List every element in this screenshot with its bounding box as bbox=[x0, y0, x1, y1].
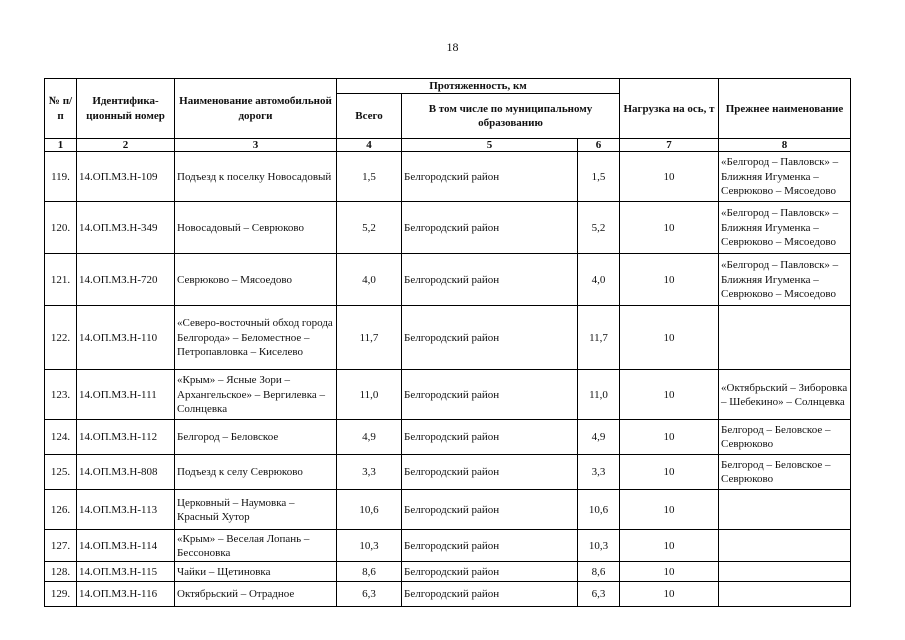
district-name: Белгородский район bbox=[402, 370, 578, 420]
previous-name: Белгород – Беловское – Севрюково bbox=[719, 455, 851, 490]
district-length: 4,9 bbox=[578, 420, 620, 455]
district-name: Белгородский район bbox=[402, 152, 578, 202]
road-name: Октябрьский – Отрадное bbox=[175, 582, 337, 607]
page-number: 18 bbox=[446, 40, 459, 54]
row-number: 125. bbox=[45, 455, 77, 490]
road-id: 14.ОП.МЗ.Н-112 bbox=[77, 420, 175, 455]
axle-load: 10 bbox=[620, 370, 719, 420]
column-number: 8 bbox=[719, 139, 851, 152]
column-number: 2 bbox=[77, 139, 175, 152]
table-row bbox=[45, 582, 851, 607]
header-id: Идентифика-ционный номер bbox=[77, 79, 175, 139]
table-row bbox=[45, 455, 851, 490]
total-length: 6,3 bbox=[337, 582, 402, 607]
road-id: 14.ОП.МЗ.Н-109 bbox=[77, 152, 175, 202]
header-num: № п/п bbox=[45, 79, 77, 139]
table-row bbox=[45, 562, 851, 582]
table-row bbox=[45, 306, 851, 370]
previous-name: «Белгород – Павловск» – Ближняя Игуменка – Севрюково – Мясоедово bbox=[719, 202, 851, 254]
district-length: 6,3 bbox=[578, 582, 620, 607]
column-numbers-row bbox=[45, 139, 851, 152]
table-row bbox=[45, 202, 851, 254]
column-number: 7 bbox=[620, 139, 719, 152]
total-length: 11,0 bbox=[337, 370, 402, 420]
previous-name: «Белгород – Павловск» – Ближняя Игуменка – Севрюково – Мясоедово bbox=[719, 152, 851, 202]
road-name: «Северо-восточный обход города Белгорода» – Беломестное – Петропавловка – Киселево bbox=[175, 306, 337, 370]
road-id: 14.ОП.МЗ.Н-720 bbox=[77, 254, 175, 306]
column-number: 1 bbox=[45, 139, 77, 152]
row-number: 124. bbox=[45, 420, 77, 455]
total-length: 4,9 bbox=[337, 420, 402, 455]
district-name: Белгородский район bbox=[402, 306, 578, 370]
total-length: 10,3 bbox=[337, 530, 402, 562]
header-name: Наименование автомобильной дороги bbox=[175, 79, 337, 139]
district-name: Белгородский район bbox=[402, 582, 578, 607]
axle-load: 10 bbox=[620, 530, 719, 562]
axle-load: 10 bbox=[620, 455, 719, 490]
road-id: 14.ОП.МЗ.Н-113 bbox=[77, 490, 175, 530]
total-length: 3,3 bbox=[337, 455, 402, 490]
axle-load: 10 bbox=[620, 202, 719, 254]
row-number: 119. bbox=[45, 152, 77, 202]
axle-load: 10 bbox=[620, 152, 719, 202]
column-number: 3 bbox=[175, 139, 337, 152]
road-id: 14.ОП.МЗ.Н-115 bbox=[77, 562, 175, 582]
total-length: 10,6 bbox=[337, 490, 402, 530]
road-id: 14.ОП.МЗ.Н-349 bbox=[77, 202, 175, 254]
previous-name bbox=[719, 490, 851, 530]
district-name: Белгородский район bbox=[402, 530, 578, 562]
previous-name bbox=[719, 306, 851, 370]
district-name: Белгородский район bbox=[402, 202, 578, 254]
road-name: Севрюково – Мясоедово bbox=[175, 254, 337, 306]
road-id: 14.ОП.МЗ.Н-808 bbox=[77, 455, 175, 490]
district-length: 4,0 bbox=[578, 254, 620, 306]
header-length: Протяженность, км bbox=[337, 79, 620, 94]
table-row bbox=[45, 490, 851, 530]
road-name: «Крым» – Ясные Зори – Архангельское» – Вергилевка – Солнцевка bbox=[175, 370, 337, 420]
total-length: 5,2 bbox=[337, 202, 402, 254]
axle-load: 10 bbox=[620, 306, 719, 370]
axle-load: 10 bbox=[620, 562, 719, 582]
axle-load: 10 bbox=[620, 490, 719, 530]
district-name: Белгородский район bbox=[402, 455, 578, 490]
header-load: Нагрузка на ось, т bbox=[620, 79, 719, 139]
axle-load: 10 bbox=[620, 254, 719, 306]
previous-name: «Белгород – Павловск» – Ближняя Игуменка – Севрюково – Мясоедово bbox=[719, 254, 851, 306]
road-id: 14.ОП.МЗ.Н-116 bbox=[77, 582, 175, 607]
district-length: 1,5 bbox=[578, 152, 620, 202]
row-number: 123. bbox=[45, 370, 77, 420]
previous-name bbox=[719, 530, 851, 562]
district-name: Белгородский район bbox=[402, 420, 578, 455]
district-name: Белгородский район bbox=[402, 562, 578, 582]
row-number: 122. bbox=[45, 306, 77, 370]
district-length: 11,7 bbox=[578, 306, 620, 370]
axle-load: 10 bbox=[620, 420, 719, 455]
column-number: 4 bbox=[337, 139, 402, 152]
roads-table bbox=[44, 78, 851, 607]
row-number: 126. bbox=[45, 490, 77, 530]
road-name: Новосадовый – Севрюково bbox=[175, 202, 337, 254]
road-id: 14.ОП.МЗ.Н-110 bbox=[77, 306, 175, 370]
total-length: 8,6 bbox=[337, 562, 402, 582]
previous-name: «Октябрьский – Зиборовка – Шебекино» – Солнцевка bbox=[719, 370, 851, 420]
road-name: Церковный – Наумовка – Красный Хутор bbox=[175, 490, 337, 530]
row-number: 120. bbox=[45, 202, 77, 254]
axle-load: 10 bbox=[620, 582, 719, 607]
road-name: Белгород – Беловское bbox=[175, 420, 337, 455]
total-length: 4,0 bbox=[337, 254, 402, 306]
district-length: 3,3 bbox=[578, 455, 620, 490]
table-row bbox=[45, 370, 851, 420]
district-length: 5,2 bbox=[578, 202, 620, 254]
header-total: Всего bbox=[337, 94, 402, 139]
previous-name bbox=[719, 562, 851, 582]
table-row bbox=[45, 420, 851, 455]
column-number: 6 bbox=[578, 139, 620, 152]
table-row bbox=[45, 152, 851, 202]
road-id: 14.ОП.МЗ.Н-114 bbox=[77, 530, 175, 562]
district-length: 8,6 bbox=[578, 562, 620, 582]
column-number: 5 bbox=[402, 139, 578, 152]
road-name: Чайки – Щетиновка bbox=[175, 562, 337, 582]
table-row bbox=[45, 254, 851, 306]
total-length: 1,5 bbox=[337, 152, 402, 202]
row-number: 129. bbox=[45, 582, 77, 607]
district-name: Белгородский район bbox=[402, 254, 578, 306]
previous-name: Белгород – Беловское – Севрюково bbox=[719, 420, 851, 455]
road-id: 14.ОП.МЗ.Н-111 bbox=[77, 370, 175, 420]
total-length: 11,7 bbox=[337, 306, 402, 370]
road-name: Подъезд к поселку Новосадовый bbox=[175, 152, 337, 202]
row-number: 121. bbox=[45, 254, 77, 306]
road-name: «Крым» – Веселая Лопань – Бессоновка bbox=[175, 530, 337, 562]
row-number: 127. bbox=[45, 530, 77, 562]
road-name: Подъезд к селу Севрюково bbox=[175, 455, 337, 490]
district-name: Белгородский район bbox=[402, 490, 578, 530]
header-including: В том числе по муниципальному образованию bbox=[402, 94, 620, 139]
table-row bbox=[45, 530, 851, 562]
district-length: 10,6 bbox=[578, 490, 620, 530]
row-number: 128. bbox=[45, 562, 77, 582]
previous-name bbox=[719, 582, 851, 607]
district-length: 10,3 bbox=[578, 530, 620, 562]
district-length: 11,0 bbox=[578, 370, 620, 420]
header-prev: Прежнее наименование bbox=[719, 79, 851, 139]
